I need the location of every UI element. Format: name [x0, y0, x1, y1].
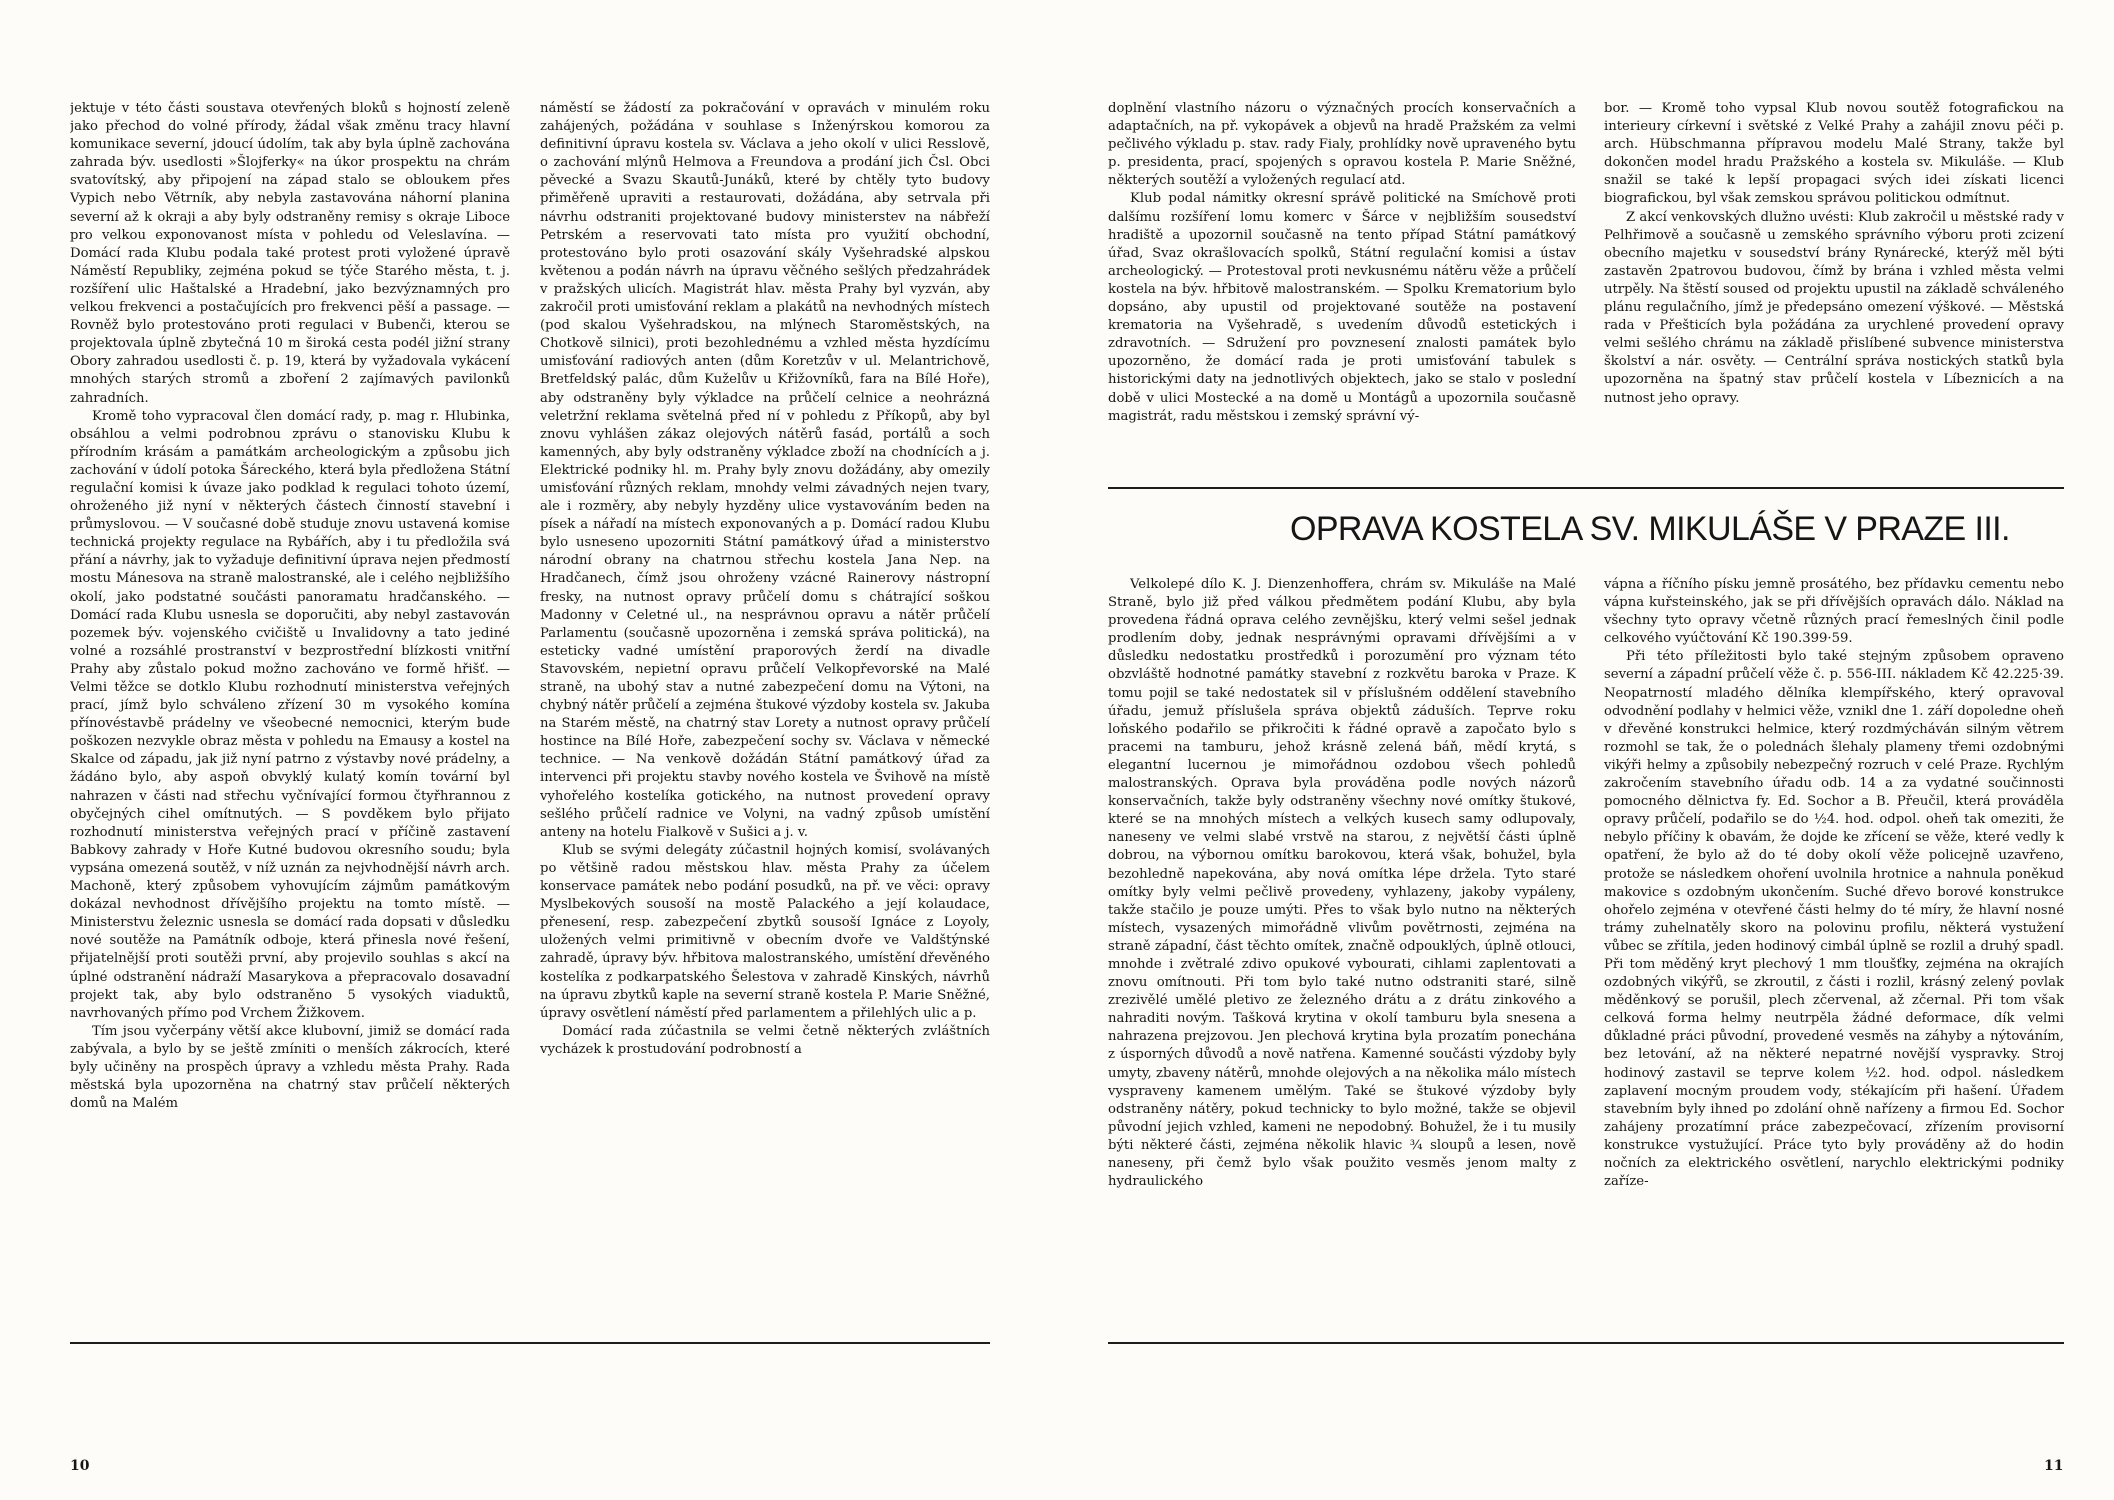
left-page [0, 0, 1040, 1500]
paragraph: Kromě toho vypracoval člen domácí rady, p. mag r. Hlubinka, obsáhlou a velmi podrobnou zprávu o stanovisku Klubu k přírodním krásám a památkám archeologickým a způsobu jich zachování v údolí potoka Šáreckého, která byla předložena Státní regulační komisi k úvaze jako podklad k regulaci tohoto území, ohroženého již nyní v některých částech činností stavební i průmyslovou. — V současné době studuje znovu ustavená komise technická projekty regulace na Rybářích, aby i tu předložila svá přání a návrhy, jak to vyžaduje definitivní úprava nejen předmostí mostu Mánesova na straně malostranské, ale i celého nejbližšího okolí, jako podstatné součásti panoramatu hradčanského. — Domácí rada Klubu usnesla se doporučiti, aby nebyl zastavován pozemek býv. vojenského cvičiště u Invalidovny a tato jediné volné a rozsáhlé prostranství v bezprostřední blízkosti vnitřní Prahy aby zůstalo pokud možno zachováno ve formě hřišť. — Velmi těžce se dotklo Klubu rozhodnutí ministerstva veřejných prací, jímž bylo schváleno zřízení 30 m vysokého komína přínovéstavbě prádelny ve všeobecné nemocnici, kterým bude poškozen nezvykle obraz města v pohledu na Emausy a kostel na Skalce od západu, jak již nyní patrno z výstavby nové prádelny, a žádáno bylo, aby aspoň obvyklý kulatý komín tovární byl nahrazen v části nad střechu vyčnívající formou čtyřhrannou z obyčejných cihel omítnutých. — S povděkem bylo přijato rozhodnutí ministerstva veřejných prací v příčině zastavení Babkovy zahrady v Hoře Kutné budovou okresního soudu; byla vypsána omezená soutěž, v níž uznán za nejvhodnější návrh arch. Machoně, který způsobem vyhovujícím zájmům památkovým dokázal nevhodnost dřívějšího projektu na tomto místě. — Ministerstvu železnic usnesla se domácí rada dopsati v důsledku nové soutěže na Památník odboje, která přinesla nové řešení, přijatelnější proti soutěži první, aby projevilo souhlas s akcí na úplné odstranění nádraží Masarykova a přepracovalo dosavadní projekt tak, aby bylo odstraněno 5 vysokých viaduktů, navrhovaných přímo pod Vrchem Žižkovem. [70, 408, 510, 1021]
right-top-column-2 [1604, 100, 2064, 478]
left-column-1 [70, 100, 510, 1300]
right-bottom-column-1 [1108, 576, 1576, 1333]
paragraph: Velkolepé dílo K. J. Dienzenhoffera, chrám sv. Mikuláše na Malé Straně, bylo již před válkou předmětem podání Klubu, aby byla provedena řádná oprava celého zevnějšku, který velmi sešel jednak prodlením doby, jednak nesprávnými opravami dřívějšími a v důsledku nedostatku prostředků i porozumění pro význam této obzvláště hodnotné památky stavební z rozkvětu baroka v Praze. K tomu pojil se také nedostatek sil v příslušném oddělení stavebního úřadu, jemuž příslušela správa objektů záduších. Teprve roku loňského podařilo se přikročiti k řádné opravě a započato bylo s pracemi na tamburu, jehož krásně zelená báň, mědí krytá, s elegantní lucernou je mimořádnou ozdobou všech pohledů malostranských. Oprava byla prováděna podle nových názorů konservačních, takže byly odstraněny všechny nové omítky štukové, které se na mnohých místech a velkých kusech samy odlupovaly, naneseny ve velmi slabé vrstvě na starou, z největší části úplně dobrou, na výbornou omítku barokovou, která však, bohužel, byla bezohledně napekována, aby nová omítka lépe držela. Tyto staré omítky byly velmi pečlivě provedeny, vyhlazeny, jakoby vypáleny, takže stačilo je pouze umýti. Přes to však bylo nutno na některých místech, vysazených mimořádně vlivům povětrnosti, zejména na straně západní, část těchto omítek, značně odpouklých, úplně otlouci, mnohde i zvětralé zdivo opukové vybourati, cihlami zaplentovati a znovu omítnouti. Při tom bylo také nutno odstraniti staré, silně zrezivělé umělé pletivo ze železného drátu a z drátu zinkového a nahraditi novým. Tašková krytina v okolí tamburu byla snesena a nahrazena prejzovou. Jen plechová krytina byla prozatím ponechána z úsporných důvodů a nově natřena. Kamenné součásti výzdoby byly umyty, zbaveny nátěrů, mnohde olejových a na několika málo místech vyspraveny kamenem umělým. Také se štukové výzdoby byly odstraněny nátěry, pokud technicky to bylo možné, takže se objevil původní jejich vzhled, kameni ne nepodobný. Bohužel, že i tu musily býti některé části, zejména několik hlavic ¾ sloupů a lesen, nově naneseny, při čemž bylo však použito vesměs jenom malty z hydraulického [1108, 577, 1576, 1190]
left-column-2 [540, 100, 990, 1330]
paragraph: Při této příležitosti bylo také stejným způsobem opraveno severní a západní průčelí věže č. p. 556-III. nákladem Kč 42.225·39. Neopatrností mladého dělníka klempířského, který opravoval odvodnění podlahy v helmici věže, vznikl dne 1. září dopoledne oheň v dřevěné konstrukci helmice, který rozdmýcháván silným větrem rozmohl se tak, že o polednách šlehaly plameny třemi ozdobnými vikýři helmy a způsobily nebezpečný rozruch v celé Praze. Rychlým zakročením stavebního úřadu odb. 14 a za vydatné součinnosti pomocného dělnictva fy. Ed. Sochor a B. Přeučil, která prováděla opravy průčelí, podařilo se do ½4. hod. odpol. oheň tak omeziti, že nebylo příčiny k obavám, že dojde ke zřícení se věže, které vedly k opatření, že bylo až do té doby okolí věže policejně uzavřeno, protože se následkem ohoření uvolnila hrotnice a nahnula poněkud makovice s ozdobným ukončením. Suché dřevo borové konstrukce ohořelo zejména v otevřené části helmy do té míry, že hlavní nosné trámy zuhelnatěly skoro na polovinu profilu, některá vystužení vůbec se zřítila, jeden hodinový cimbál úplně se rozlil a druhý spadl. Při tom měděný kryt plechový 1 mm tloušťky, zejména na okrajích ozdobných vikýřů, se zkroutil, z části i rozlil, krásný zelený povlak měděnkový se porušil, plech zčervenal, až zčernal. Při tom však celková forma helmy neutrpěla žádné deformace, dík velmi důkladné práci původní, provedené vesměs na záhyby a nýtováním, bez letování, až na některé nepatrné novější vyspravky. Stroj hodinový zastavil se teprve kolem ½2. hod. odpol. následkem zaplavení mocným proudem vody, stékajícím při hašení. Úřadem stavebním byly ihned po zdolání ohně nařízeny a firmou Ed. Sochor zahájeny prozatímní práce zabezpečovací, zřízením provisorní konstrukce vystužující. Práce tyto byly prováděny až do hodin nočních za elektrického osvětlení, narychlo elektrickými podniky zaříze- [1604, 649, 2064, 1190]
paragraph: jektuje v této části soustava otevřených bloků s hojností zeleně jako přechod do volné přírody, žádal však změnu tracy hlavní komunikace severní, jdoucí údolím, tak aby byla úplně zachována zahrada býv. usedlosti »Šlojferky« na úkor prospektu na chrám svatovítský, aby připojení na západ stalo se obloukem přes Vypich nebo Větrník, aby nebyla zastavována náhorní planina severní až k okraji a aby byly odstraněny remisy s okraje Liboce pro velkou exponovanost místa v pohledu od Veleslavína. — Domácí rada Klubu podala také protest proti vyložené úpravě Náměstí Republiky, zejména pokud se týče Starého města, t. j. rozšíření ulic Haštalské a Hradební, jako bezvýznamných pro velkou frekvenci a postačujících pro frekvenci pěší a passage. — Rovněž bylo protestováno proti regulaci v Bubenči, kterou se projektovala úplně zbytečná 10 m široká cesta podél jižní strany Obory zahradou usedlosti č. p. 19, která by vyžadovala vykácení mnohých starých stromů a zboření 2 zajímavých pavilonků zahradních. [70, 101, 510, 406]
right-bottom-column-2 [1604, 576, 2064, 1333]
right-top-column-1 [1108, 100, 1576, 478]
paragraph: Klub se svými delegáty zúčastnil hojných komisí, svolávaných po většině radou městskou hlav. města Prahy za účelem konservace památek nebo podání posudků, na př. ve věci: opravy Myslbekových sousoší na mostě Palackého a její kolaudace, přenesení, resp. zabezpečení zbytků sousoší Ignáce z Loyoly, uložených velmi primitivně v obecním dvoře ve Valdštýnské zahradě, úpravy býv. hřbitova malostranského, umístění dřevěného kostelíka z podkarpatského Šelestova v zahradě Kinských, návrhů na úpravu zbytků kaple na severní straně kostela P. Marie Sněžné, úpravy osvětlení náměstí před parlamentem a přilehlých ulic a p. [540, 842, 990, 1021]
paragraph: vápna a říčního písku jemně prosátého, bez přídavku cementu nebo vápna kuřsteinského, jak se při dřívějších opravách dálo. Náklad na všechny tyto opravy včetně různých prací řemeslných činil podle celkového vyúčtování Kč 190.399·59. [1604, 577, 2064, 647]
paragraph: náměstí se žádostí za pokračování v opravách v minulém roku zahájených, požádána v souhlase s Inženýrskou komorou za definitivní úpravu kostela sv. Václava a jeho okolí v ulici Resslově, o zachování mlýnů Helmova a Freundova a prodání jich Čsl. Obci pěvecké a Svazu Skautů-Junáků, které by chtěly tyto budovy přiměřeně upraviti a restaurovati, dožádána, aby setrvala při návrhu odstraniti projektované budovy ministerstev na nábřeží Petrském a reservovati tato místa pro využití obchodní, protestováno bylo proti osazování skály Vyšehradské alpskou květenou a podán návrh na úpravu věčného sešlých předzahrádek v pražských ulicích. Magistrát hlav. města Prahy byl vyzván, aby zakročil proti umisťování reklam a plakátů na nevhodných místech (pod skalou Vyšehradskou, na mlýnech Staroměstských, na Chotkově silnici), proti bezohlednému a vzhled města hyzdícímu umisťování radiových anten (dům Koretzův v ul. Melantrichově, Bretfeldský palác, dům Kuželův u Křižovníků, fara na Bílé Hoře), aby odstraněny byly výkladce na průčelí celnice a neohrázná veletržní reklama světelná před ní v pohledu z Příkopů, aby byl znovu vyhlášen zákaz olejových nátěrů fasád, portálů a soch kamenných, aby byly odstraněny výkladce zboží na chodnících a j. Elektrické podniky hl. m. Prahy byly znovu dožádány, aby omezily umisťování různých reklam, mnohdy velmi závadných nejen tvary, ale i rozměry, aby nebyly hyzděny ulice vystavováním beden na písek a nářadí na místech exponovaných a p. Domácí radou Klubu bylo usneseno upozorniti Státní památkový úřad a ministerstvo národní obrany na chatrnou střechu kostela Jana Nep. na Hradčanech, čímž jsou ohroženy vzácné Rainerovy nástropní fresky, na nutnost opravy průčelí domu s chátrající soškou Madonny v Celetné ul., na nesprávnou opravu a nátěr průčelí Parlamentu (současně upozorněna i zemská správa politická), na esteticky vadné umístění praporových žerdí na divadle Stavovském, nepietní opravu průčelí Velkopřevorské na Malé straně, na ubohý stav a nutné zabezpečení domu na Výtoni, na chybný nátěr průčelí a zejména štukové výzdoby kostela sv. Jakuba na Starém městě, na chatrný stav Lorety a nutnost opravy průčelí hostince na Bílé Hoře, zabezpečení sochy sv. Václava v německé technice. — Na venkově dožádán Státní památkový úřad za intervenci při projektu stavby nového kostela ve Švihově na místě vyhořelého kostelíka gotického, na nutnost provedení opravy sešlého průčelí radnice ve Volyni, na vadný způsob umístění anteny na hotelu Fialkově v Sušici a j. v. [540, 101, 990, 840]
right-page-bottom-rule [1108, 1342, 2064, 1344]
headline-top-rule [1108, 487, 2064, 489]
paragraph: doplnění vlastního názoru o význačných procích konservačních a adaptačních, na př. vykopávek a objevů na hradě Pražském za velmi pečlivého výkladu p. stav. rady Fialy, prohlídky nově upraveného bytu p. presidenta, prací, spojených s opravou kostela P. Marie Sněžné, některých soutěží a vyložených regulací atd. [1108, 101, 1576, 189]
paragraph: Z akcí venkovských dlužno uvésti: Klub zakročil u městské rady v Pelhřimově a současně u zemského správního výboru proti zcizení obecního majetku v sousedství brány Rynárecké, kterýž měl býti zastavěn 2patrovou budovou, čímž by brána i vzhled města velmi utrpěly. Na štěstí soused od projektu upustil na základě schváleného plánu regulačního, jímž je předepsáno omezení výškové. — Městská rada v Přešticích byla požádána za urychlené provedení opravy velmi sešlého chrámu na základě přislíbené subvence ministerstva školství a nár. osvěty. — Centrální správa nostických statků byla upozorněna na špatný stav průčelí kostela v Líbeznicích a na nutnost jeho opravy. [1604, 209, 2064, 406]
paragraph: Tím jsou vyčerpány větší akce klubovní, jimiž se domácí rada zabývala, a bylo by se ještě zmíniti o menších zákrocích, které byly učiněny na prospěch úpravy a vzhledu města Prahy. Rada městská byla upozorněna na chatrný stav průčelí některých domů na Malém [70, 1023, 510, 1112]
left-page-bottom-rule [70, 1342, 990, 1344]
paragraph: Klub podal námitky okresní správě politické na Smíchově proti dalšímu rozšíření lomu komerc v Šárce v nejbližším sousedství hradiště a upozornil současně na tento případ Státní památkový úřad, Svaz okrašlovacích spolků, Státní regulační komisi a ústav archeologický. — Protestoval proti nevkusnému nátěru věže a průčelí kostela na býv. hřbitově malostranském. — Spolku Krematorium bylo dopsáno, aby upustil od projektované soutěže na postavení krematoria na Vyšehradě, s uvedením důvodů estetických i zdravotních. — Sdružení pro povznesení znalosti památek bylo upozorněno, že domácí rada je proti umisťování tabulek s historickými daty na jednotlivých objektech, jako se stalo v poslední době v ulici Mostecké a na domě u Montágů a upozornila současně magistrát, radu městskou i zemský správní vý- [1108, 191, 1576, 424]
paragraph: bor. — Kromě toho vypsal Klub novou soutěž fotografickou na interieury církevní i světské z Velké Prahy a zahájil znovu péči p. arch. Hübschmanna přípravou modelu Malé Strany, takže byl dokončen model hradu Pražského a kostela sv. Mikuláše. — Klub snažil se také k lepší propagaci svých idei získati licenci biografickou, byl však zemskou správou politickou odmítnut. [1604, 101, 2064, 207]
paragraph: Domácí rada zúčastnila se velmi četně některých zvláštních vycházek k prostudování podrobností a [540, 1023, 990, 1057]
article-headline: OPRAVA KOSTELA SV. MIKULÁŠE V PRAZE III. [1290, 510, 2010, 548]
page-number-right: 11 [2044, 1458, 2064, 1474]
page-number-left: 10 [70, 1458, 90, 1474]
